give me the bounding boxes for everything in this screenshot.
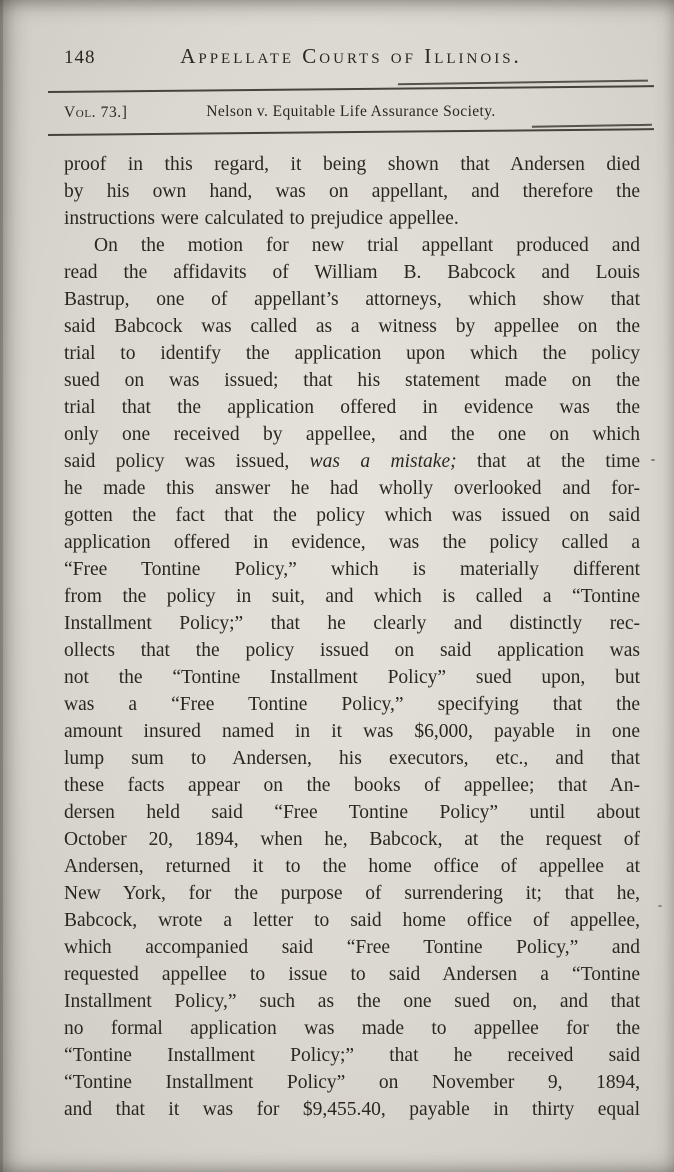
header-rule xyxy=(48,85,654,93)
text-line: these facts appear on the books of appellee; that An- xyxy=(64,775,640,796)
text-line: trial that the application offered in evidence was the xyxy=(64,397,640,418)
text-line: Bastrup, one of appellant’s attorneys, which show that xyxy=(64,289,640,310)
text-line: Installment Policy;” that he clearly and distinctly rec- xyxy=(64,613,640,634)
masthead xyxy=(64,44,638,76)
body-text xyxy=(64,151,640,1123)
text-line: New York, for the purpose of surrendering it; that he, xyxy=(64,883,640,904)
text-line: no formal application was made to appellee for the xyxy=(64,1018,640,1039)
text-line: “Tontine Installment Policy;” that he received said xyxy=(64,1045,640,1066)
text-line: On the motion for new trial appellant produced and xyxy=(94,235,640,256)
text-line: October 20, 1894, when he, Babcock, at the request of xyxy=(64,829,640,850)
text-line: said policy was issued, was a mistake; that at the time xyxy=(64,451,640,472)
text-line: trial to identify the application upon which the policy xyxy=(64,343,640,364)
text-line: Installment Policy,” such as the one sued on, and that xyxy=(64,991,640,1012)
text-line: Andersen, returned it to the home office of appellee at xyxy=(64,856,640,877)
text-line: and that it was for $9,455.40, payable in thirty equal xyxy=(64,1099,640,1120)
text-line: “Free Tontine Policy,” which is materially different xyxy=(64,559,640,580)
text-line: read the affidavits of William B. Babcock and Louis xyxy=(64,262,640,283)
text-line: dersen held said “Free Tontine Policy” until about xyxy=(64,802,640,823)
text-line: from the policy in suit, and which is called a “Tontine xyxy=(64,586,640,607)
text-line: said Babcock was called as a witness by appellee on the xyxy=(64,316,640,337)
text-line: only one received by appellee, and the one on which xyxy=(64,424,640,445)
text-line: he made this answer he had wholly overlooked and for- xyxy=(64,478,640,499)
volume-label: Vol. 73.] xyxy=(64,104,128,121)
case-title: Nelson v. Equitable Life Assurance Society. xyxy=(206,103,496,120)
page-header-title: Appellate Courts of Illinois. xyxy=(180,44,522,68)
text-line: gotten the fact that the policy which was issued on said xyxy=(64,505,640,526)
text-line: “Tontine Installment Policy” on November 9, 1894, xyxy=(64,1072,640,1093)
text-line: instructions were calculated to prejudice appellee. xyxy=(64,208,459,229)
text-line: not the “Tontine Installment Policy” sued upon, but xyxy=(64,667,640,688)
text-line: lump sum to Andersen, his executors, etc., and that xyxy=(64,748,640,769)
text-line: Babcock, wrote a letter to said home office of appellee, xyxy=(64,910,640,931)
page-number: 148 xyxy=(64,47,96,68)
text-line: sued on was issued; that his statement made on the xyxy=(64,370,640,391)
text-line: requested appellee to issue to said Andersen a “Tontine xyxy=(64,964,640,985)
text-line: proof in this regard, it being shown that Andersen died xyxy=(64,154,640,175)
running-head xyxy=(64,103,638,127)
text-line: amount insured named in it was $6,000, payable in one xyxy=(64,721,640,742)
text-line: by his own hand, was on appellant, and therefore the xyxy=(64,181,640,202)
text-line: was a “Free Tontine Policy,” specifying that the xyxy=(64,694,640,715)
running-head-rule xyxy=(48,128,654,136)
text-line: application offered in evidence, was the policy called a xyxy=(64,532,640,553)
text-line: ollects that the policy issued on said application was xyxy=(64,640,640,661)
text-line: which accompanied said “Free Tontine Policy,” and xyxy=(64,937,640,958)
